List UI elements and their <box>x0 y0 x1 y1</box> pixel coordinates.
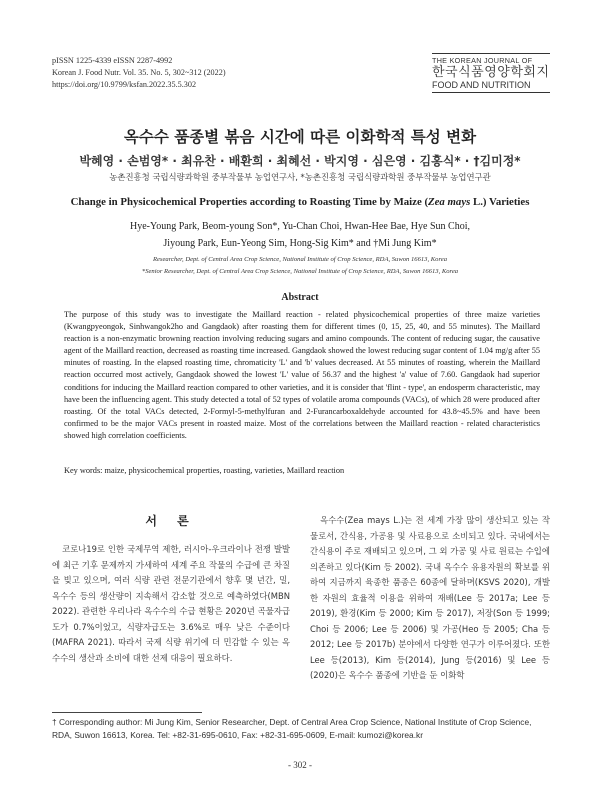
keywords: Key words: maize, physicochemical properties, roasting, varieties, Maillard reaction <box>64 466 345 475</box>
issn-line: pISSN 1225-4339 eISSN 2287-4992 <box>52 56 173 65</box>
intro-left-column: 코로나19로 인한 국제무역 제한, 러시아-우크라이나 전쟁 발발에 최근 기후 문제까지 가세하여 세계 주요 작물의 수급에 큰 차질을 빚고 있으며, 여러 식량 관련 전문기관에서 향후 몇 년간, 밀, 옥수수 등의 생산량이 지속해서 감소할 것으로 예측하였다(MBN 2022). 관련한 우리나라 옥수수의 수급 현황은 2020년 곡물자급도가 0.7%이었고, 식량자급도는 3.6%로 매우 낮은 수준이다(MAFRA 2021). 따라서 국제 식량 위기에 더 민감할 수 있는 옥수수의 생산과 소비에 대한 선제 대응이 필요하다. <box>52 544 290 663</box>
intro-right-column: 옥수수(Zea mays L.)는 전 세계 가장 많이 생산되고 있는 작물로서, 간식용, 가공용 및 사료용으로 소비되고 있다. 국내에서는 간식용이 주로 재배되고 있으며, 그 외 가공 및 사료 원료는 수입에 의존하고 있다(Kim 등 2002). 국내 옥수수 유용자원의 확보를 위하여 지금까지 육종한 품종은 60종에 달하며(KSVS 2020), 개발한 자원의 효율적 이용을 위하여 재배(Lee 등 2017a; Lee 등 2019), 환경(Kim 등 2000; Kim 등 2017), 저장(Son 등 1999; Choi 등 2006; Lee 등 2006) 및 가공(Heo 등 2005; Cha 등 2012; Lee 등 2017b) 분야에서 다양한 연구가 이루어졌다. 또한 Lee 등(2013), Kim 등(2014), Jung 등(2016) 및 Lee 등(2020)은 옥수수 품종에 기반을 둔 이화학 <box>310 515 550 680</box>
affil-en-line2: *Senior Researcher, Dept. of Central Area Crop Science, National Institute of Crop Science, RDA, Suwon 16613, Korea <box>141 268 459 275</box>
authors-en-line2: Jiyoung Park, Eun-Yeong Sim, Hong-Sig Kim* and †Mi Jung Kim* <box>163 238 437 249</box>
title-en-italic: Zea mays <box>428 196 471 208</box>
affiliation-korean: 농촌진흥청 국립식량과학원 중부작물부 농업연구사, *농촌진흥청 국립식량과학원 중부작물부 농업연구관 <box>109 172 491 182</box>
title-english <box>0 196 600 208</box>
page-number: - 302 - <box>288 760 312 770</box>
abstract-heading: Abstract <box>281 292 319 303</box>
journal-logo <box>432 53 550 93</box>
citation-line: Korean J. Food Nutr. Vol. 35. No. 5, 302~312 (2022) <box>52 68 226 77</box>
footnote-divider <box>52 712 202 713</box>
title-korean: 옥수수 품종별 볶음 시간에 따른 이화학적 특성 변화 <box>123 128 477 146</box>
doi-link[interactable]: https://doi.org/10.9799/ksfan.2022.35.5.302 <box>52 80 197 89</box>
affiliation-english <box>0 254 600 278</box>
affil-en-line1: Researcher, Dept. of Central Area Crop Science, National Institute of Crop Science, RDA, Suwon 16613, Korea <box>152 256 448 263</box>
journal-name-en: THE KOREAN JOURNAL OF <box>432 56 533 65</box>
corresponding-author-footnote: † Corresponding author: Mi Jung Kim, Senior Researcher, Dept. of Central Area Crop Science, National Institute of Crop Science, RDA, Suwon 16613, Korea. Tel: +82-31-695-0610, Fax: +82-31-695-0609, E-mail: kumozi@korea.kr <box>52 717 532 740</box>
citation-block <box>52 55 226 91</box>
authors-en-line1: Hye-Young Park, Beom-young Son*, Yu-Chan Choi, Hwan-Hee Bae, Hye Sun Choi, <box>130 221 470 232</box>
authors-korean: 박혜영 · 손범영* · 최유찬 · 배환희 · 최혜선 · 박지영 · 심은영 · 김홍식* · †김미정* <box>79 154 521 168</box>
abstract-body: The purpose of this study was to investigate the Maillard reaction - related physicochemical properties of three maize varieties (Kwangpyeongok, Sinhwangok2ho and Gangdaok) after roasting them for different times (0, 15, 25, 40, and 55 minutes). The Maillard reaction is a non-enzymatic browning reaction involving reducing sugars and amino compounds. The content of reducing sugar, the causative agent of the Maillard reaction, decreased as roasting time increased. Gangdaok showed the lowest reducing sugar content of 1.04 mg/g after 55 minutes of roasting. In the elapsed roasting time, chromaticity 'L' and 'b' values decreased. At 55 minutes of roasting, wherein the Maillard reaction occurred most actively, Gangdaok showed the lowest 'L' value of 56.37 and the highest 'a' value of 7.60. Gangdaok had superior conditions for inducing the Maillard reaction compared to other varieties, and it is consider that 'flint - type', an endosperm characteristic, may have been the influencing agent. This study detected a total of 52 types of volatile aroma compounds (VACs), of which 28 were produced after roasting. Of the total VACs detected, 2-Formyl-5-methylfuran and 2-Furancarboxaldehyde accounted for 43.8~45.5% and have been confirmed to be the major VACs present in roasted maize. Most of the correlations between the Maillard reaction - related characteristics showed high correlation coefficients. <box>64 310 540 440</box>
intro-heading: 서 론 <box>145 514 197 528</box>
title-en-part2: L.) Varieties <box>470 196 530 208</box>
title-en-part1: Change in Physicochemical Properties according to Roasting Time by Maize ( <box>70 196 429 208</box>
journal-subtitle: FOOD AND NUTRITION <box>432 80 550 93</box>
journal-name-ko: 한국식품영양학회지 <box>432 65 550 80</box>
authors-english <box>0 218 600 252</box>
